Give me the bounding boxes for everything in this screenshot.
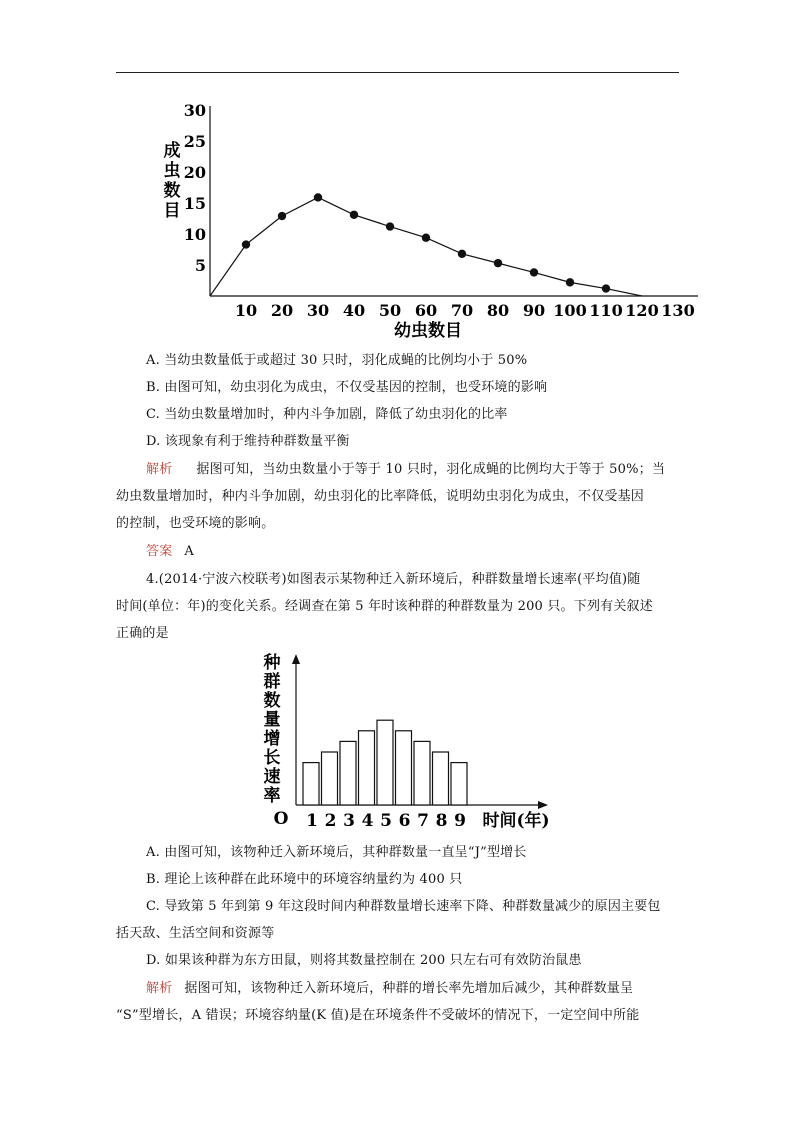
q4-analysis-line-1 xyxy=(146,979,633,999)
q3-analysis-text-1: 据图可知，当幼虫数量小于等于 10 只时，羽化成蝇的比例均大于等于 50%；当 xyxy=(196,462,666,477)
q3-option-b: B. 由图可知，幼虫羽化为成虫，不仅受基因的控制，也受环境的影响 xyxy=(146,380,548,395)
growth-rate-bar-chart xyxy=(256,648,586,838)
q4-option-a: A. 由图可知，该物种迁入新环境后，其种群数量一直呈“J”型增长 xyxy=(146,845,527,860)
x-tick-label: 2 xyxy=(324,811,337,831)
y-axis-arrow-icon xyxy=(292,654,300,664)
x-tick-label: 80 xyxy=(486,301,510,320)
x-tick-label: 6 xyxy=(398,811,411,831)
q4-option-b: B. 理论上该种群在此环境中的环境容纳量约为 400 只 xyxy=(146,872,463,887)
data-point xyxy=(422,234,430,242)
x-tick-label: 1 xyxy=(306,811,318,831)
bar xyxy=(377,720,393,805)
data-point xyxy=(386,222,394,230)
bar xyxy=(359,731,375,805)
data-point xyxy=(530,268,538,276)
y-tick-label: 25 xyxy=(183,132,206,151)
x-tick-label: 110 xyxy=(589,301,623,320)
q3-analysis-line-3: 的控制，也受环境的影响。 xyxy=(116,516,275,531)
x-tick-label: 40 xyxy=(342,301,366,320)
bar xyxy=(340,741,356,805)
data-point xyxy=(458,250,466,258)
x-tick-label: 5 xyxy=(380,811,392,831)
data-point xyxy=(314,193,322,201)
data-point xyxy=(602,284,610,292)
y-tick-label: 10 xyxy=(183,225,206,244)
x-axis-arrow-icon xyxy=(538,801,548,809)
x-tick-label: 60 xyxy=(414,301,438,320)
x-tick-label: 4 xyxy=(361,811,374,831)
q3-answer-line xyxy=(146,542,194,562)
y-tick-label: 15 xyxy=(183,194,206,213)
x-tick-label: 7 xyxy=(417,811,429,831)
x-tick-label: 3 xyxy=(343,811,355,831)
y-tick-label: 5 xyxy=(194,256,206,275)
bar xyxy=(451,763,467,805)
q4-option-d: D. 如果该种群为东方田鼠，则将其数量控制在 200 只左右可有效防治鼠患 xyxy=(146,953,582,968)
bar xyxy=(396,731,412,805)
y-axis-label-1: 成虫数目 xyxy=(163,141,181,221)
q4-analysis-line-2: “S”型增长，A 错误；环境容纳量(K 值)是在环境条件不受破坏的情况下，一定空间中所能 xyxy=(116,1008,640,1023)
q4-analysis-text-1: 据图可知，该物种迁入新环境后，种群的增长率先增加后减少，其种群数量呈 xyxy=(184,981,634,996)
x-tick-label: 10 xyxy=(234,301,258,320)
data-point xyxy=(350,211,358,219)
q3-option-c: C. 当幼虫数量增加时，种内斗争加剧，降低了幼虫羽化的比率 xyxy=(146,407,508,422)
bar xyxy=(322,752,338,805)
q3-analysis-line-2: 幼虫数量增加时，种内斗争加剧，幼虫羽化的比率降低，说明幼虫羽化为成虫，不仅受基因 xyxy=(116,489,645,504)
data-point xyxy=(566,278,574,286)
x-tick-label: 100 xyxy=(553,301,587,320)
x-tick-label: 70 xyxy=(450,301,474,320)
q4-option-c-cont: 括天敌、生活空间和资源等 xyxy=(116,926,275,941)
x-tick-label: 9 xyxy=(454,811,466,831)
data-point xyxy=(242,240,250,248)
x-tick-label: 8 xyxy=(435,811,448,831)
x-tick-label: 50 xyxy=(378,301,402,320)
y-tick-label: 20 xyxy=(183,163,206,182)
series-line xyxy=(210,197,642,296)
y-axis-label: 种群数量增长速率 xyxy=(263,653,281,806)
header-rule xyxy=(116,72,679,73)
y-tick-label: 30 xyxy=(183,101,206,120)
q3-answer-label: 答案 xyxy=(146,544,173,559)
q4-stem-line-1: 4.(2014·宁波六校联考)如图表示某物种迁入新环境后，种群数量增长速率(平均值)随 xyxy=(146,572,641,587)
x-axis-label: 时间(年) xyxy=(482,811,550,831)
q3-analysis-label: 解析 xyxy=(146,462,173,477)
bar xyxy=(303,763,319,805)
bar xyxy=(433,752,449,805)
x-tick-label: 120 xyxy=(625,301,659,320)
q4-stem-line-2: 时间(单位：年)的变化关系。经调查在第 5 年时该种群的种群数量为 200 只。下列有关叙述 xyxy=(116,599,653,614)
origin-label: O xyxy=(273,809,289,829)
x-tick-label: 30 xyxy=(306,301,330,320)
q3-option-d: D. 该现象有利于维持种群数量平衡 xyxy=(146,434,350,449)
data-point xyxy=(278,212,286,220)
x-tick-label: 90 xyxy=(522,301,546,320)
q3-option-a: A. 当幼虫数量低于或超过 30 只时，羽化成蝇的比例均小于 50% xyxy=(146,353,528,368)
x-tick-label: 130 xyxy=(661,301,695,320)
q3-answer-value: A xyxy=(184,544,194,559)
x-axis-label: 幼虫数目 xyxy=(394,321,462,341)
q3-analysis-line-1 xyxy=(146,460,665,480)
bar xyxy=(414,741,430,805)
q4-stem-line-3: 正确的是 xyxy=(116,626,169,641)
x-tick-label: 20 xyxy=(270,301,294,320)
data-point xyxy=(494,259,502,267)
larvae-adult-line-chart xyxy=(150,96,695,346)
q4-option-c: C. 导致第 5 年到第 9 年这段时间内种群数量增长速率下降、种群数量减少的原因主要包 xyxy=(146,899,661,914)
q4-analysis-label: 解析 xyxy=(146,981,173,996)
